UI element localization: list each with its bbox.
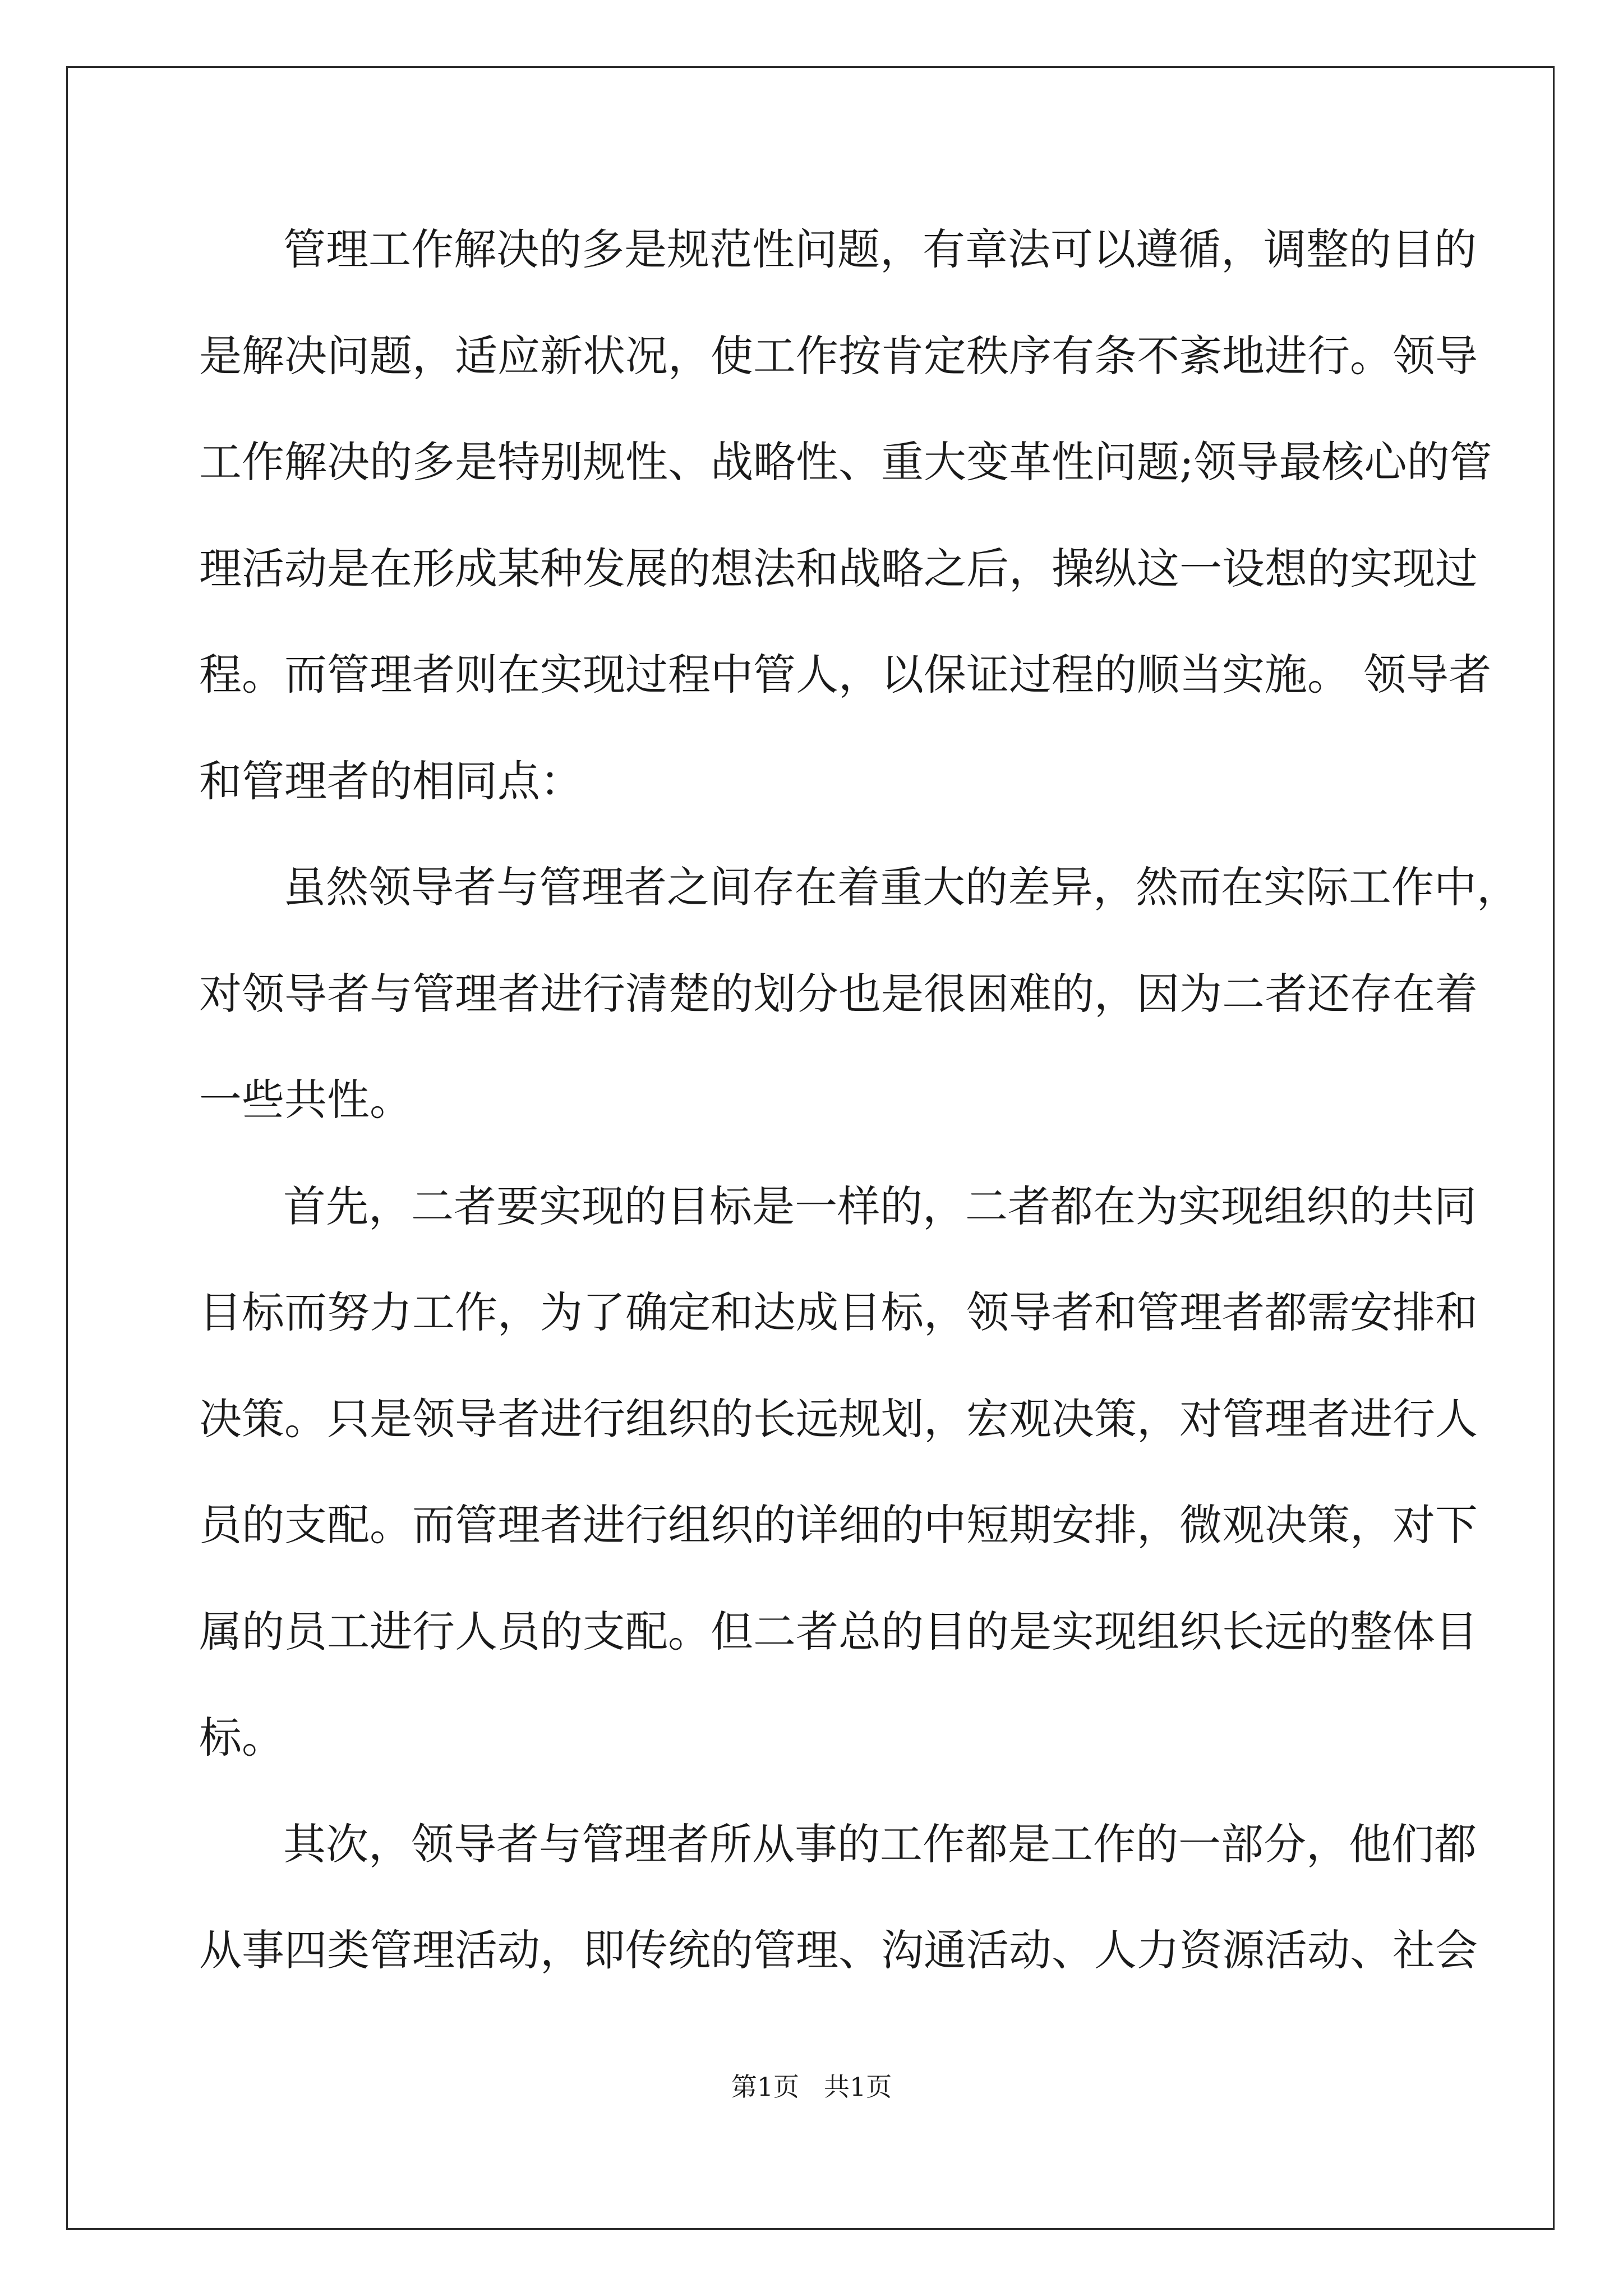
text-line: 程。而管理者则在实现过程中管人，以保证过程的顺当实施。 领导者 — [199, 650, 1492, 700]
text-line: 首先，二者要实现的目标是一样的，二者都在为实现组织的共同 — [283, 1181, 1477, 1231]
text-line: 目标而努力工作，为了确定和达成目标，领导者和管理者都需安排和 — [199, 1287, 1478, 1337]
page-number: 第1页 — [731, 2072, 800, 2102]
text-line: 一些共性。 — [199, 1075, 412, 1125]
text-line: 虽然领导者与管理者之间存在着重大的差异，然而在实际工作中， — [283, 862, 1519, 912]
page-footer — [0, 2070, 1623, 2104]
text-line: 从事四类管理活动，即传统的管理、沟通活动、人力资源活动、社会 — [199, 1925, 1478, 1975]
text-line: 和管理者的相同点： — [199, 756, 583, 806]
text-line: 是解决问题，适应新状况，使工作按肯定秩序有条不紊地进行。领导 — [199, 330, 1478, 381]
text-line: 理活动是在形成某种发展的想法和战略之后，操纵这一设想的实现过 — [199, 543, 1478, 593]
text-line: 员的支配。而管理者进行组织的详细的中短期安排，微观决策，对下 — [199, 1500, 1478, 1550]
text-line: 标。 — [199, 1713, 284, 1763]
text-line: 属的员工进行人员的支配。但二者总的目的是实现组织长远的整体目 — [199, 1606, 1478, 1657]
text-line: 对领导者与管理者进行清楚的划分也是很困难的，因为二者还存在着 — [199, 968, 1478, 1019]
text-line: 管理工作解决的多是规范性问题，有章法可以遵循，调整的目的 — [283, 224, 1477, 274]
text-line: 决策。只是领导者进行组织的长远规划，宏观决策，对管理者进行人 — [199, 1393, 1478, 1444]
text-line: 工作解决的多是特别规性、战略性、重大变革性问题;领导最核心的管 — [199, 437, 1492, 487]
document-body — [199, 213, 1519, 2021]
page-total: 共1页 — [823, 2072, 892, 2102]
text-line: 其次，领导者与管理者所从事的工作都是工作的一部分，他们都 — [283, 1819, 1477, 1869]
